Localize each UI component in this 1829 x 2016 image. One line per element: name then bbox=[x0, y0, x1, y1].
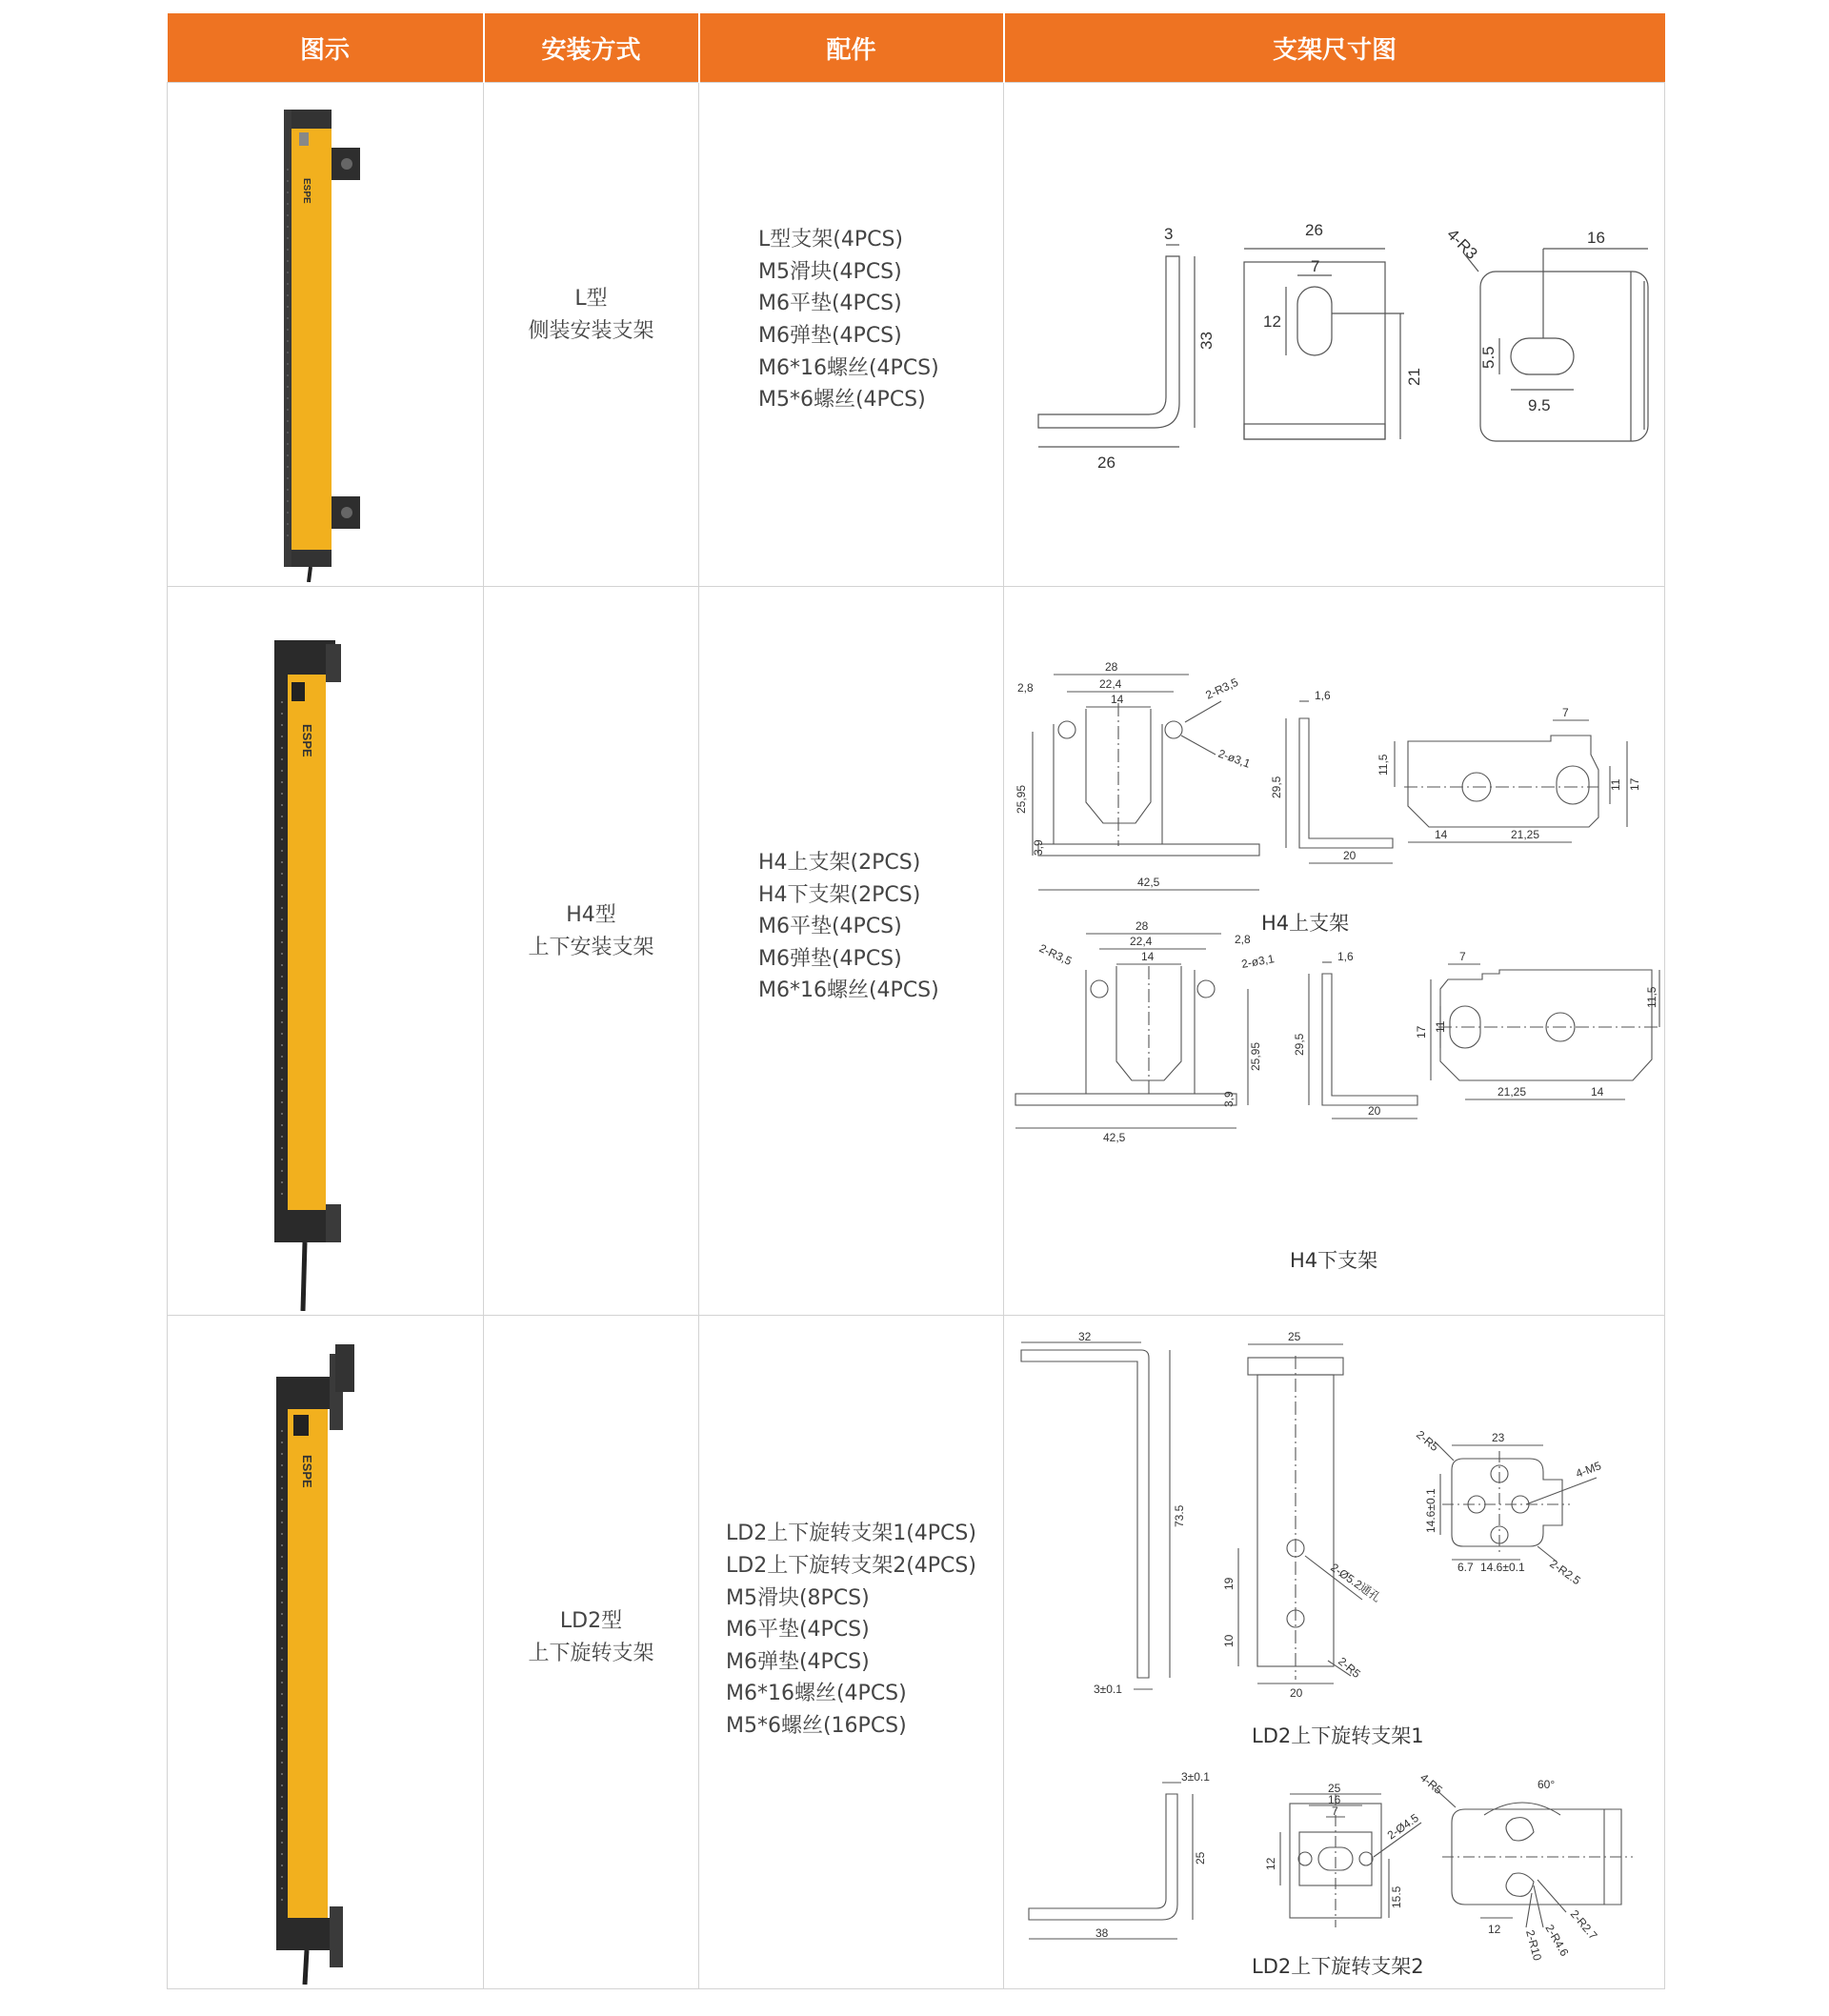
l-bracket-drawing bbox=[1004, 85, 1663, 584]
accessory-item: M5滑块(4PCS) bbox=[758, 259, 902, 284]
header-image: 图示 bbox=[168, 13, 484, 83]
dim-h4u-side-base: 20 bbox=[1343, 849, 1357, 862]
dim-ld2a-top-radius: 2-R5 bbox=[1414, 1427, 1441, 1455]
dim-b-slot-height: 12 bbox=[1263, 312, 1281, 331]
dim-h4u-top-h: 11,5 bbox=[1377, 754, 1390, 776]
caption-ld2-bracket2: LD2上下旋转支架2 bbox=[1252, 1955, 1424, 1978]
caption-h4-lower: H4下支架 bbox=[1290, 1249, 1378, 1272]
header-accessories: 配件 bbox=[699, 13, 1004, 83]
dim-ld2a-hole-off: 10 bbox=[1222, 1634, 1236, 1647]
mount-method-cell bbox=[484, 83, 699, 587]
dim-h4u-height: 25,95 bbox=[1015, 784, 1028, 814]
mount-description: 侧装安装支架 bbox=[528, 319, 654, 343]
accessory-item: M5滑块(8PCS) bbox=[726, 1585, 870, 1610]
table-header bbox=[168, 13, 1665, 83]
mount-type: LD2型 bbox=[559, 1609, 623, 1633]
accessory-item: M6*16螺丝(4PCS) bbox=[758, 978, 939, 1003]
dim-b-height: 21 bbox=[1405, 368, 1423, 386]
dim-h4l-slot-w: 7 bbox=[1459, 950, 1466, 963]
dim-c-radius: 4-R3 bbox=[1443, 225, 1481, 263]
dim-h4l-radius: 2-R3,5 bbox=[1036, 941, 1075, 968]
mount-type: H4型 bbox=[566, 903, 616, 927]
dim-h4u-edge: 2,8 bbox=[1017, 681, 1034, 695]
dim-c-width: 16 bbox=[1587, 229, 1605, 247]
light-curtain-h4-type-image bbox=[168, 587, 482, 1311]
accessories-cell bbox=[699, 587, 1004, 1316]
accessory-item: M6弹垫(4PCS) bbox=[726, 1649, 870, 1674]
dim-h4u-radius: 2-R3,5 bbox=[1203, 675, 1240, 702]
dim-ld2b-slot-span: 16 bbox=[1328, 1793, 1341, 1806]
accessories-cell bbox=[699, 1316, 1004, 1989]
dim-h4l-base-thick: 3,9 bbox=[1222, 1091, 1236, 1107]
mount-description: 上下安装支架 bbox=[528, 936, 654, 959]
dim-ld2b-corner: 4-R5 bbox=[1417, 1770, 1445, 1798]
dim-h4l-width: 28 bbox=[1136, 919, 1149, 933]
dim-a-height: 33 bbox=[1197, 332, 1216, 350]
dim-h4u-hole-span: 22,4 bbox=[1099, 677, 1122, 691]
dim-ld2b-slot-h: 12 bbox=[1264, 1857, 1277, 1870]
accessory-item: LD2上下旋转支架1(4PCS) bbox=[726, 1522, 976, 1546]
accessory-item: LD2上下旋转支架2(4PCS) bbox=[726, 1554, 976, 1579]
caption-h4-upper: H4上支架 bbox=[1261, 912, 1350, 935]
dim-ld2a-holes: 2-Ø5.2通孔 bbox=[1328, 1560, 1384, 1605]
dim-ld2b-thick: 3±0.1 bbox=[1181, 1770, 1210, 1784]
dim-h4l-hole: 2-ø3,1 bbox=[1240, 952, 1276, 971]
product-image-cell bbox=[168, 83, 484, 587]
dim-h4u-span: 21,25 bbox=[1511, 828, 1540, 841]
dim-h4l-side-base: 20 bbox=[1368, 1104, 1381, 1118]
dim-ld2a-top: 32 bbox=[1078, 1330, 1092, 1343]
dimension-drawing-cell bbox=[1004, 1316, 1665, 1989]
dim-h4l-top-depth: 17 bbox=[1415, 1025, 1428, 1038]
dim-ld2b-base: 38 bbox=[1095, 1926, 1109, 1940]
dim-ld2a-thick: 3±0.1 bbox=[1094, 1683, 1122, 1696]
dim-ld2a-off: 6.7 bbox=[1457, 1561, 1474, 1574]
dim-ld2b-angle: 60° bbox=[1538, 1778, 1556, 1791]
dim-h4l-top-h: 11,5 bbox=[1645, 986, 1658, 1008]
mount-method-cell bbox=[484, 1316, 699, 1989]
accessory-item: L型支架(4PCS) bbox=[758, 228, 904, 252]
accessories-cell bbox=[699, 83, 1004, 587]
dim-h4l-edge: 2,8 bbox=[1235, 933, 1251, 946]
dim-ld2b-r27: 2-R2.7 bbox=[1567, 1906, 1600, 1943]
h4-bracket-drawing bbox=[1004, 589, 1663, 1313]
light-curtain-ld2-type-image bbox=[168, 1316, 482, 1985]
dim-ld2b-height: 25 bbox=[1194, 1851, 1207, 1865]
accessory-item: M5*6螺丝(4PCS) bbox=[758, 388, 926, 413]
dimension-drawing-cell bbox=[1004, 587, 1665, 1316]
dim-b-slot-width: 7 bbox=[1311, 257, 1320, 275]
caption-ld2-bracket1: LD2上下旋转支架1 bbox=[1252, 1724, 1424, 1747]
dim-ld2a-vspan: 14.6±0.1 bbox=[1424, 1488, 1437, 1533]
dim-ld2b-r46: 2-R4.6 bbox=[1542, 1922, 1572, 1959]
dim-c-slot-height: 5.5 bbox=[1479, 346, 1497, 369]
accessory-item: H4上支架(2PCS) bbox=[758, 851, 921, 876]
dim-h4l-inner: 14 bbox=[1141, 950, 1155, 963]
header-mount-method: 安装方式 bbox=[484, 13, 699, 83]
dim-h4u-width: 28 bbox=[1105, 660, 1118, 674]
dim-h4l-hole-span: 22,4 bbox=[1130, 935, 1153, 948]
dim-h4l-span: 21,25 bbox=[1497, 1085, 1527, 1099]
dim-ld2a-width: 25 bbox=[1288, 1330, 1301, 1343]
product-image-cell bbox=[168, 1316, 484, 1989]
table-row bbox=[168, 587, 1665, 1316]
dim-ld2a-height: 73.5 bbox=[1173, 1504, 1186, 1527]
product-label: ESPE bbox=[300, 724, 314, 757]
product-label: ESPE bbox=[301, 178, 312, 204]
accessory-item: M6平垫(4PCS) bbox=[726, 1618, 870, 1643]
dim-h4u-slot-h: 11 bbox=[1609, 778, 1622, 791]
table-row bbox=[168, 83, 1665, 587]
dim-ld2a-bottom: 20 bbox=[1290, 1686, 1303, 1700]
dim-ld2b-width: 25 bbox=[1328, 1782, 1341, 1795]
dim-h4l-slot-h: 11 bbox=[1434, 1020, 1447, 1033]
accessory-item: M6弹垫(4PCS) bbox=[758, 324, 902, 348]
product-image-cell bbox=[168, 587, 484, 1316]
accessory-item: M6平垫(4PCS) bbox=[758, 915, 902, 939]
dim-ld2a-hole-span: 19 bbox=[1222, 1577, 1236, 1590]
dim-ld2b-hole-h: 15.5 bbox=[1390, 1885, 1403, 1908]
dimension-drawing-cell bbox=[1004, 83, 1665, 587]
dim-ld2a-hspan: 14.6±0.1 bbox=[1480, 1561, 1525, 1574]
dim-ld2b-slot-w: 7 bbox=[1332, 1804, 1338, 1818]
accessory-table bbox=[167, 13, 1665, 1989]
accessory-item: M6平垫(4PCS) bbox=[758, 292, 902, 316]
dim-c-slot-width: 9.5 bbox=[1528, 396, 1551, 414]
accessory-item: H4下支架(2PCS) bbox=[758, 882, 921, 907]
dim-a-thickness: 3 bbox=[1164, 225, 1174, 243]
dim-b-width: 26 bbox=[1305, 221, 1323, 239]
accessory-item: M5*6螺丝(16PCS) bbox=[726, 1713, 907, 1738]
ld2-bracket-drawing bbox=[1004, 1318, 1663, 1986]
dim-h4u-base-thick: 3,9 bbox=[1032, 839, 1045, 856]
dim-h4u-hole-off: 14 bbox=[1435, 828, 1448, 841]
dim-h4u-slot-w: 7 bbox=[1562, 706, 1569, 719]
accessory-item: M6*16螺丝(4PCS) bbox=[758, 355, 939, 380]
dim-h4l-thick: 1,6 bbox=[1337, 950, 1354, 963]
product-label: ESPE bbox=[300, 1455, 314, 1488]
dim-ld2b-off: 12 bbox=[1488, 1923, 1501, 1936]
dim-h4l-base: 42,5 bbox=[1103, 1131, 1126, 1144]
accessory-item: M6弹垫(4PCS) bbox=[758, 946, 902, 971]
header-bracket-dimensions: 支架尺寸图 bbox=[1004, 13, 1665, 83]
dim-ld2a-thread: 4-M5 bbox=[1574, 1459, 1603, 1481]
dim-h4l-height: 25,95 bbox=[1249, 1041, 1262, 1071]
mount-method-cell bbox=[484, 587, 699, 1316]
dim-a-base: 26 bbox=[1097, 454, 1115, 472]
dim-h4u-hole: 2-ø3,1 bbox=[1216, 746, 1253, 771]
dim-ld2a-radius: 2-R5 bbox=[1336, 1654, 1363, 1682]
light-curtain-l-type-image bbox=[168, 83, 482, 582]
dim-ld2a-corner: 2-R2.5 bbox=[1547, 1556, 1583, 1588]
table-row bbox=[168, 1316, 1665, 1989]
dim-ld2b-holes: 2-Ø4.5 bbox=[1384, 1810, 1421, 1843]
dim-ld2b-r10: 2-R10 bbox=[1523, 1928, 1545, 1963]
dim-h4u-thick: 1,6 bbox=[1315, 689, 1331, 702]
dim-h4u-side-height: 29,5 bbox=[1270, 776, 1283, 798]
dim-h4u-base: 42,5 bbox=[1137, 876, 1160, 889]
mount-description: 上下旋转支架 bbox=[528, 1642, 654, 1665]
accessory-item: M6*16螺丝(4PCS) bbox=[726, 1682, 907, 1706]
dim-h4l-hole-off: 14 bbox=[1591, 1085, 1604, 1099]
dim-h4u-top-depth: 17 bbox=[1628, 777, 1641, 791]
dim-h4l-side-height: 29,5 bbox=[1293, 1033, 1306, 1056]
dim-h4u-inner: 14 bbox=[1111, 693, 1124, 706]
mount-type: L型 bbox=[574, 287, 608, 311]
dim-ld2a-top-width: 23 bbox=[1492, 1431, 1505, 1444]
